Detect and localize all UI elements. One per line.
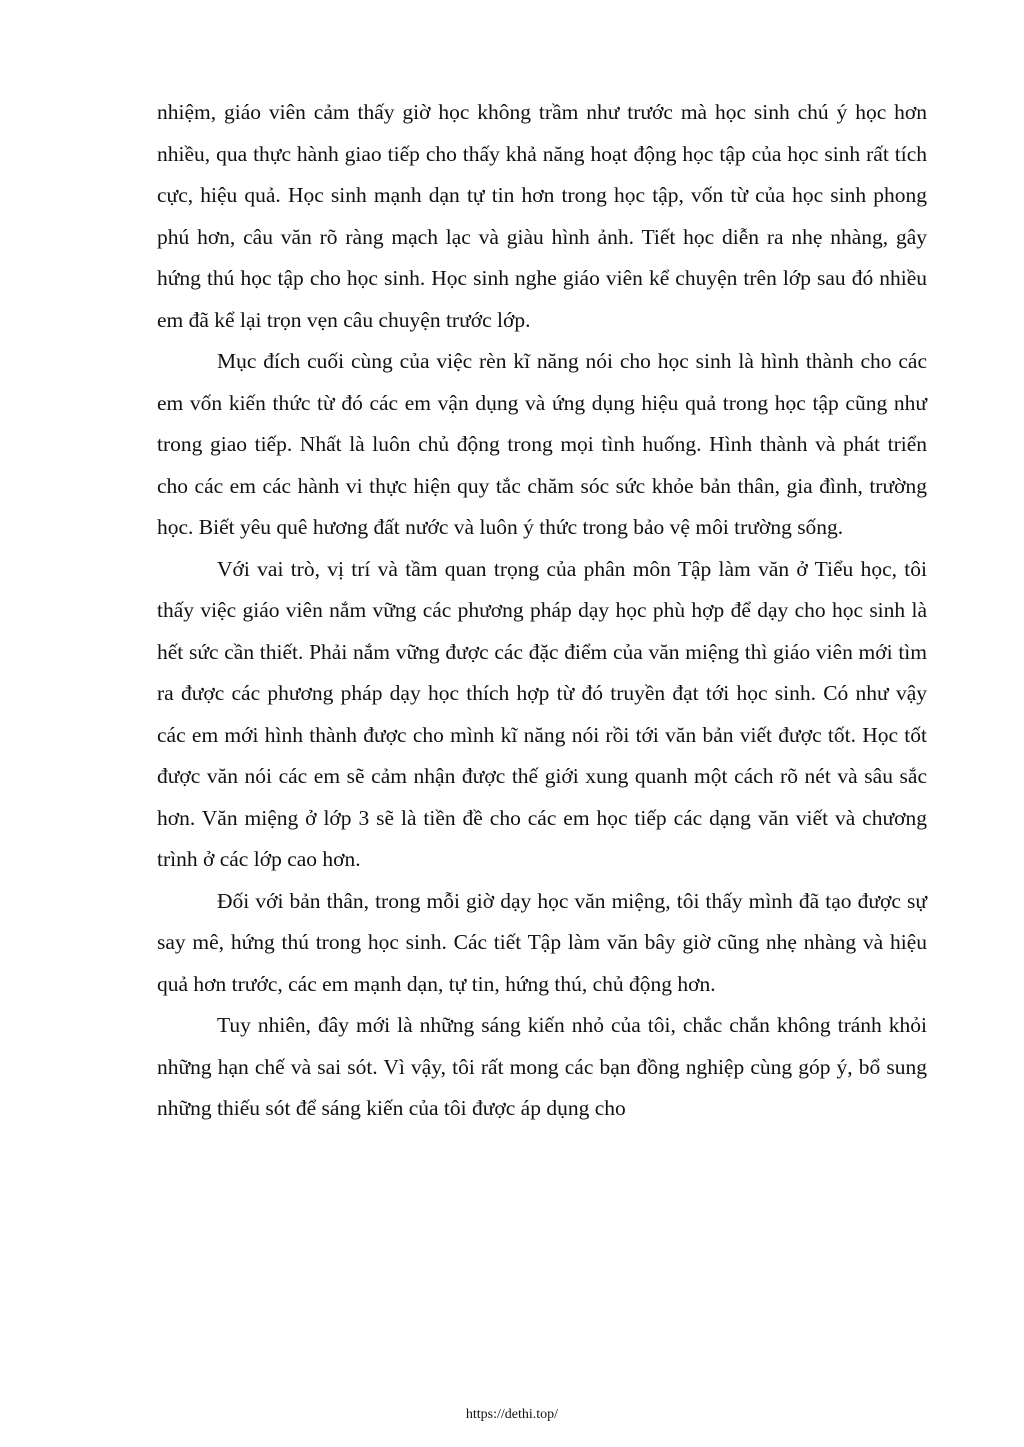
paragraph-role: Với vai trò, vị trí và tầm quan trọng của phân môn Tập làm văn ở Tiểu học, tôi thấy việc giáo viên nắm vững các phương pháp dạy học phù hợp để dạy cho học sinh là hết sức cần thiết. Phải nắm vững được các đặc điểm của văn miệng thì giáo viên mới tìm ra được các phương pháp dạy học thích hợp từ đó truyền đạt tới học sinh. Có như vậy các em mới hình thành được cho mình kĩ năng nói rồi tới văn bản viết được tốt. Học tốt được văn nói các em sẽ cảm nhận được thế giới xung quanh một cách rõ nét và sâu sắc hơn. Văn miệng ở lớp 3 sẽ là tiền đề cho các em học tiếp các dạng văn viết và chương trình ở các lớp cao hơn. [157, 556, 927, 871]
paragraph-purpose: Mục đích cuối cùng của việc rèn kĩ năng nói cho học sinh là hình thành cho các em vốn kiến thức từ đó các em vận dụng và ứng dụng hiệu quả trong học tập cũng như trong giao tiếp. Nhất là luôn chủ động trong mọi tình huống. Hình thành và phát triển cho các em các hành vi thực hiện quy tắc chăm sóc sức khỏe bản thân, gia đình, trường học. Biết yêu quê hương đất nước và luôn ý thức trong bảo vệ môi trường sống. [157, 349, 927, 539]
paragraph-continuation: nhiệm, giáo viên cảm thấy giờ học không trầm như trước mà học sinh chú ý học hơn nhiều, qua thực hành giao tiếp cho thấy khả năng hoạt động học tập của học sinh rất tích cực, hiệu quả. Học sinh mạnh dạn tự tin hơn trong học tập, vốn từ của học sinh phong phú hơn, câu văn rõ ràng mạch lạc và giàu hình ảnh. Tiết học diễn ra nhẹ nhàng, gây hứng thú học tập cho học sinh. Học sinh nghe giáo viên kể chuyện trên lớp sau đó nhiều em đã kể lại trọn vẹn câu chuyện trước lớp. [157, 100, 927, 332]
footer-url: https://dethi.top/ [465, 1407, 559, 1422]
paragraph-self-assessment: Đối với bản thân, trong mỗi giờ dạy học văn miệng, tôi thấy mình đã tạo được sự say mê, hứng thú trong học sinh. Các tiết Tập làm văn bây giờ cũng nhẹ nhàng và hiệu quả hơn trước, các em mạnh dạn, tự tin, hứng thú, chủ động hơn. [157, 888, 927, 996]
paragraph-closing: Tuy nhiên, đây mới là những sáng kiến nhỏ của tôi, chắc chắn không tránh khỏi những hạn chế và sai sót. Vì vậy, tôi rất mong các bạn đồng nghiệp cùng góp ý, bổ sung những thiếu sót để sáng kiến của tôi được áp dụng cho [157, 1013, 927, 1120]
document-body [157, 92, 927, 1130]
